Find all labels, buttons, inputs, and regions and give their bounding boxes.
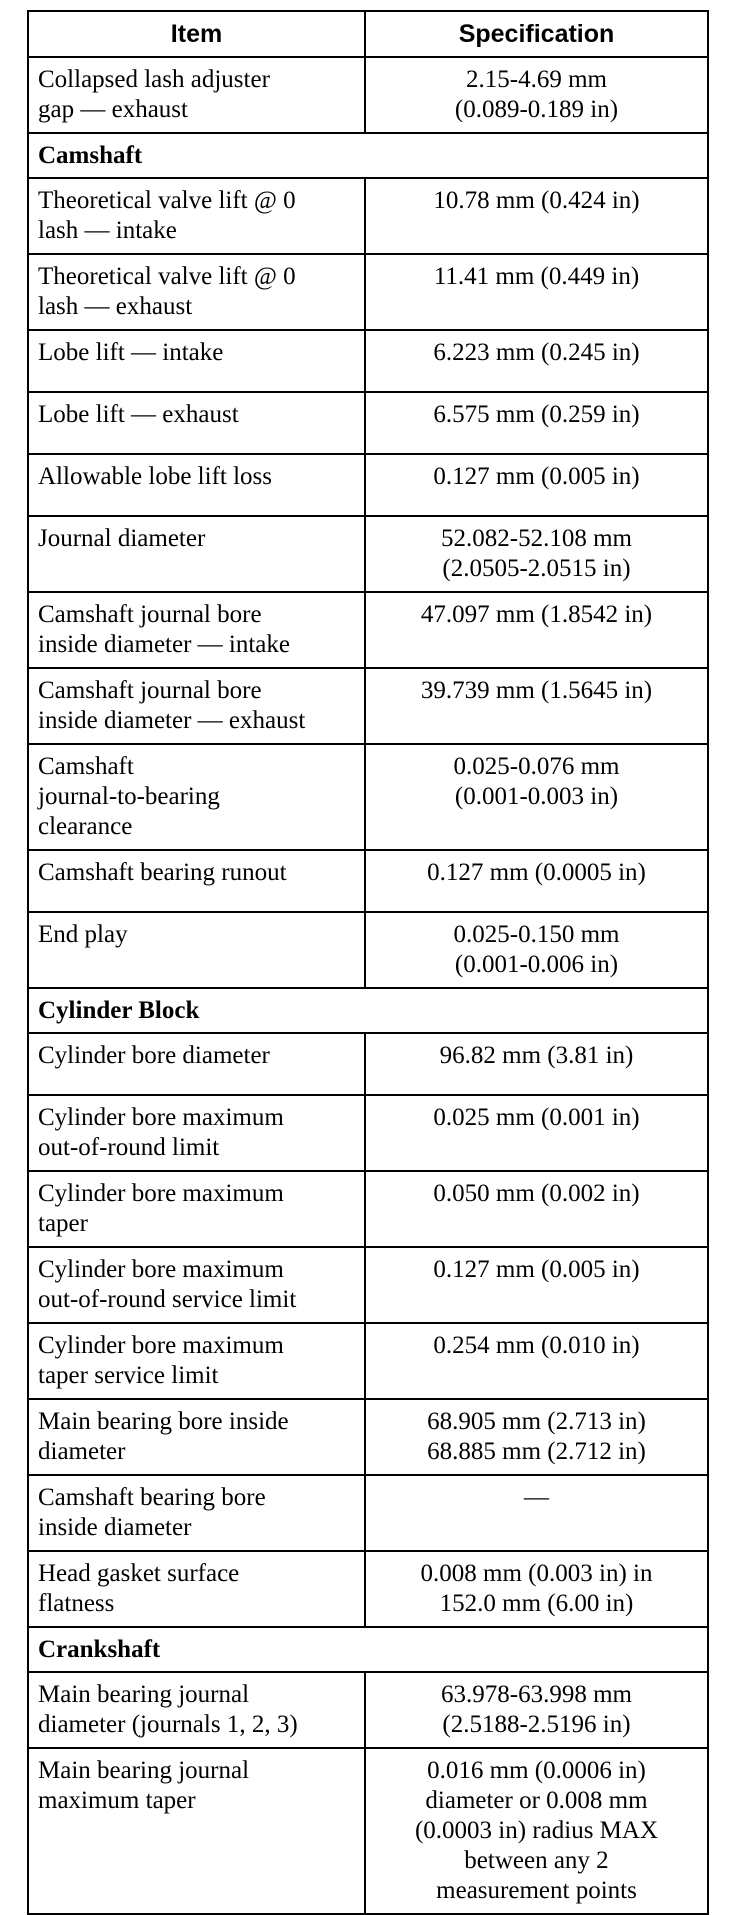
item-cell (28, 592, 365, 668)
spec-cell (365, 57, 708, 133)
table-header-row (28, 11, 708, 57)
spec-value (366, 1034, 707, 1077)
table-row (28, 912, 708, 988)
item-line: out-of-round limit (38, 1134, 220, 1161)
table-row (28, 1399, 708, 1475)
spec-line: 0.127 mm (0.005 in) (433, 463, 640, 490)
table-row (28, 454, 708, 516)
spec-value (366, 1673, 707, 1746)
table-row (28, 1033, 708, 1095)
spec-cell (365, 1033, 708, 1095)
item-text (29, 1673, 364, 1746)
item-cell (28, 392, 365, 454)
item-text (29, 1324, 364, 1397)
item-line: journal-to-bearing (38, 783, 220, 810)
spec-value (366, 1400, 707, 1473)
spec-line: 63.978-63.998 mm (441, 1681, 632, 1708)
item-line: diameter (journals 1, 2, 3) (38, 1711, 298, 1738)
item-line: Head gasket surface (38, 1560, 240, 1587)
spec-value (366, 255, 707, 298)
spec-line: 52.082-52.108 mm (441, 525, 632, 552)
item-line: flatness (38, 1590, 115, 1617)
item-cell (28, 254, 365, 330)
item-cell (28, 1399, 365, 1475)
item-line: diameter (38, 1438, 126, 1465)
spec-line: 11.41 mm (0.449 in) (433, 263, 640, 290)
section-row (28, 988, 708, 1033)
table-row (28, 1095, 708, 1171)
item-text (29, 1400, 364, 1473)
section-heading (28, 1627, 708, 1672)
spec-cell (365, 1672, 708, 1748)
item-line: lash — intake (38, 217, 177, 244)
item-cell (28, 178, 365, 254)
spec-line: between any 2 (464, 1847, 609, 1874)
spec-line: diameter or 0.008 mm (425, 1787, 648, 1814)
item-text (29, 851, 364, 894)
table-row (28, 254, 708, 330)
spec-cell (365, 516, 708, 592)
column-header-specification: Specification (365, 11, 708, 57)
item-line: taper service limit (38, 1362, 219, 1389)
spec-cell (365, 1095, 708, 1171)
item-text (29, 1172, 364, 1245)
spec-line: 152.0 mm (6.00 in) (439, 1590, 634, 1617)
item-line: out-of-round service limit (38, 1286, 297, 1313)
item-line: Main bearing bore inside (38, 1408, 289, 1435)
item-text (29, 517, 364, 560)
spec-cell (365, 744, 708, 850)
spec-cell (365, 1247, 708, 1323)
item-text (29, 331, 364, 374)
item-line: Camshaft (38, 753, 134, 780)
spec-value (366, 1096, 707, 1139)
item-text (29, 393, 364, 436)
table-row (28, 668, 708, 744)
table-row (28, 1672, 708, 1748)
spec-value (366, 517, 707, 590)
spec-line: 0.016 mm (0.0006 in) (427, 1757, 646, 1784)
item-text (29, 913, 364, 956)
item-line: inside diameter — intake (38, 631, 291, 658)
spec-line: 0.025-0.076 mm (453, 753, 620, 780)
item-cell (28, 57, 365, 133)
item-text (29, 455, 364, 498)
item-cell (28, 1748, 365, 1914)
spec-cell (365, 254, 708, 330)
spec-value (366, 58, 707, 131)
item-cell (28, 1475, 365, 1551)
table-row (28, 1475, 708, 1551)
spec-value (366, 913, 707, 986)
item-line: Camshaft bearing runout (38, 859, 287, 886)
item-line: Lobe lift — exhaust (38, 401, 239, 428)
table-row (28, 1748, 708, 1914)
table-row (28, 1323, 708, 1399)
item-line: End play (38, 921, 128, 948)
item-line: Cylinder bore maximum (38, 1104, 284, 1131)
item-line: taper (38, 1210, 88, 1237)
table-row (28, 850, 708, 912)
section-row (28, 133, 708, 178)
item-cell (28, 1323, 365, 1399)
spec-cell (365, 392, 708, 454)
item-line: Cylinder bore maximum (38, 1332, 284, 1359)
table-row (28, 57, 708, 133)
item-cell (28, 668, 365, 744)
item-text (29, 1248, 364, 1321)
spec-value (366, 1552, 707, 1625)
item-text (29, 1096, 364, 1169)
item-cell (28, 516, 365, 592)
table-row (28, 1171, 708, 1247)
table-row (28, 1551, 708, 1627)
spec-line: 47.097 mm (1.8542 in) (420, 601, 653, 628)
spec-value (366, 393, 707, 436)
spec-value (366, 593, 707, 636)
spec-line: (0.089-0.189 in) (454, 96, 619, 123)
spec-line: 96.82 mm (3.81 in) (439, 1042, 634, 1069)
item-line: Cylinder bore maximum (38, 1180, 284, 1207)
section-heading (28, 988, 708, 1033)
item-cell (28, 744, 365, 850)
spec-line: (2.0505-2.0515 in) (442, 555, 631, 582)
item-cell (28, 454, 365, 516)
item-cell (28, 1247, 365, 1323)
item-line: inside diameter — exhaust (38, 707, 306, 734)
spec-value (366, 179, 707, 222)
spec-cell (365, 592, 708, 668)
spec-line: 0.025-0.150 mm (453, 921, 620, 948)
spec-cell (365, 178, 708, 254)
table-row (28, 178, 708, 254)
spec-value (366, 1476, 707, 1519)
spec-value (366, 1248, 707, 1291)
spec-cell (365, 668, 708, 744)
item-cell (28, 1095, 365, 1171)
spec-cell (365, 1399, 708, 1475)
spec-cell (365, 1475, 708, 1551)
spec-cell (365, 912, 708, 988)
spec-value (366, 1324, 707, 1367)
spec-cell (365, 1323, 708, 1399)
spec-line: 0.025 mm (0.001 in) (433, 1104, 640, 1131)
table-row (28, 392, 708, 454)
spec-line: 68.905 mm (2.713 in) (427, 1408, 646, 1435)
item-line: clearance (38, 813, 133, 840)
spec-cell (365, 1551, 708, 1627)
section-row (28, 1627, 708, 1672)
item-text (29, 745, 364, 848)
item-line: gap — exhaust (38, 96, 188, 123)
spec-line: (0.001-0.003 in) (454, 783, 619, 810)
item-text (29, 1552, 364, 1625)
item-line: maximum taper (38, 1787, 196, 1814)
spec-cell (365, 1171, 708, 1247)
table-row (28, 592, 708, 668)
spec-line: 0.254 mm (0.010 in) (433, 1332, 640, 1359)
item-text (29, 669, 364, 742)
section-heading (28, 133, 708, 178)
spec-cell (365, 1748, 708, 1914)
section-label: Camshaft (38, 142, 143, 169)
item-line: Allowable lobe lift loss (38, 463, 272, 490)
spec-line: — (524, 1484, 549, 1511)
spec-line: 0.008 mm (0.003 in) in (420, 1560, 653, 1587)
item-text (29, 58, 364, 131)
item-cell (28, 330, 365, 392)
table-row (28, 330, 708, 392)
item-text (29, 1749, 364, 1822)
item-cell (28, 1033, 365, 1095)
item-text (29, 593, 364, 666)
item-cell (28, 1551, 365, 1627)
table-row (28, 516, 708, 592)
spec-value (366, 1172, 707, 1215)
spec-value (366, 455, 707, 498)
item-line: Cylinder bore diameter (38, 1042, 270, 1069)
item-line: Main bearing journal (38, 1681, 250, 1708)
spec-value (366, 851, 707, 894)
spec-line: 6.223 mm (0.245 in) (433, 339, 640, 366)
item-line: Journal diameter (38, 525, 206, 552)
spec-table (27, 10, 709, 1915)
spec-line: 2.15-4.69 mm (466, 66, 607, 93)
item-line: Camshaft journal bore (38, 601, 262, 628)
spec-line: (2.5188-2.5196 in) (442, 1711, 631, 1738)
spec-line: (0.0003 in) radius MAX (414, 1817, 659, 1844)
column-header-item: Item (28, 11, 365, 57)
item-line: Collapsed lash adjuster (38, 66, 270, 93)
item-cell (28, 912, 365, 988)
spec-cell (365, 454, 708, 516)
item-line: Lobe lift — intake (38, 339, 224, 366)
spec-line: 0.127 mm (0.005 in) (433, 1256, 640, 1283)
spec-value (366, 745, 707, 818)
spec-line: 0.050 mm (0.002 in) (433, 1180, 640, 1207)
spec-line: measurement points (436, 1877, 637, 1904)
item-line: inside diameter (38, 1514, 192, 1541)
spec-value (366, 669, 707, 712)
spec-line: 0.127 mm (0.0005 in) (427, 859, 646, 886)
spec-value (366, 1749, 707, 1912)
item-line: Theoretical valve lift @ 0 (38, 263, 296, 290)
item-line: Main bearing journal (38, 1757, 250, 1784)
item-cell (28, 850, 365, 912)
spec-line: (0.001-0.006 in) (454, 951, 619, 978)
item-line: Camshaft journal bore (38, 677, 262, 704)
table-row (28, 744, 708, 850)
spec-line: 68.885 mm (2.712 in) (427, 1438, 646, 1465)
section-label: Crankshaft (38, 1636, 161, 1663)
table-body (28, 57, 708, 1914)
item-line: lash — exhaust (38, 293, 193, 320)
item-text (29, 1034, 364, 1077)
item-text (29, 255, 364, 328)
table-row (28, 1247, 708, 1323)
spec-cell (365, 850, 708, 912)
spec-cell (365, 330, 708, 392)
spec-value (366, 331, 707, 374)
item-line: Theoretical valve lift @ 0 (38, 187, 296, 214)
item-text (29, 179, 364, 252)
spec-line: 39.739 mm (1.5645 in) (420, 677, 653, 704)
item-line: Cylinder bore maximum (38, 1256, 284, 1283)
spec-line: 6.575 mm (0.259 in) (433, 401, 640, 428)
item-line: Camshaft bearing bore (38, 1484, 266, 1511)
spec-line: 10.78 mm (0.424 in) (433, 187, 640, 214)
section-label: Cylinder Block (38, 997, 200, 1024)
item-text (29, 1476, 364, 1549)
item-cell (28, 1171, 365, 1247)
item-cell (28, 1672, 365, 1748)
